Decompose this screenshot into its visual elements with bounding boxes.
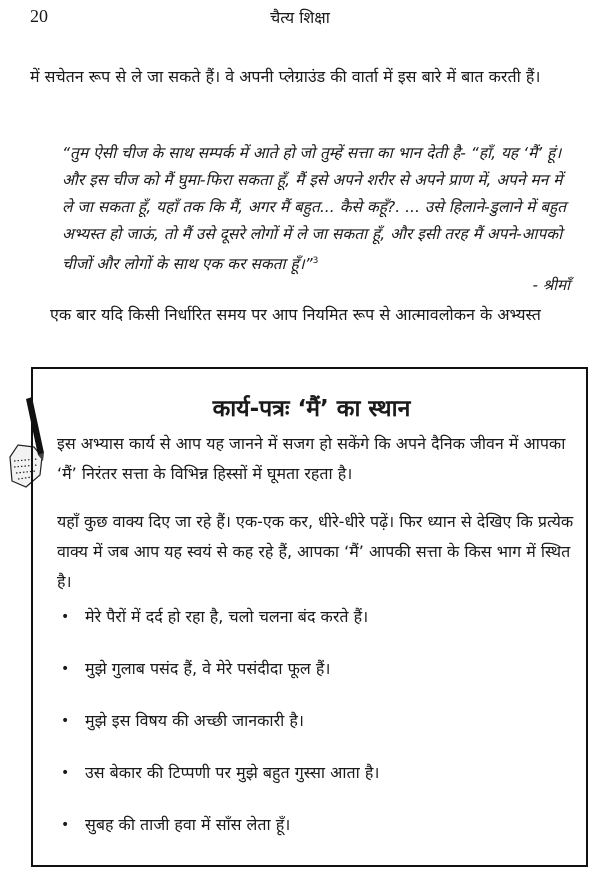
bullet-icon: • [61, 609, 70, 625]
list-item [53, 810, 573, 862]
statement-text: उस बेकार की टिप्पणी पर मुझे बहुत गुस्सा आता है। [85, 763, 380, 782]
bullet-icon: • [61, 713, 70, 729]
worksheet-box [31, 367, 588, 867]
statement-text: मुझे गुलाब पसंद हैं, वे मेरे पसंदीदा फूल हैं। [85, 659, 331, 678]
running-header: चैत्य शिक्षा [270, 8, 330, 27]
list-item [53, 758, 573, 810]
worksheet-intro: इस अभ्यास कार्य से आप यह जानने में सजग हो सकेंगे कि अपने दैनिक जीवन में आपका ‘मैं’ निरंतर सत्ता के विभिन्न हिस्सों में घूमता रहता है। [57, 434, 566, 483]
body-paragraph-2: एक बार यदि किसी निर्धारित समय पर आप नियमित रूप से आत्मावलोकन के अभ्यस्त [50, 305, 541, 324]
quote-text: “तुम ऐसी चीज के साथ सम्पर्क में आते हो जो तुम्हें सत्ता का भान देती है- “हाँ, यह ‘मैं’ हूं। और इस चीज को मैं घुमा-फिरा सकता हूँ, मैं इसे अपने शरीर से अपने प्राण में, अपने मन में ले जा सकता हूँ, यहाँ तक कि मैं, अगर मैं बहुत... कैसे कहूँ?. ... उसे हिलाने-डुलाने में बहुत अभ्यस्त हो जाऊं, तो मैं उसे दूसरे लोगों में ले जा सकता हूँ, और इसी तरह मैं अपने-आपको चीजों और लोगों के साथ एक कर सकता हूँ।” [62, 144, 567, 274]
page-number: 20 [30, 6, 48, 26]
bullet-icon: • [61, 661, 70, 677]
statement-text: मेरे पैरों में दर्द हो रहा है, चलो चलना बंद करते हैं। [85, 607, 369, 626]
worksheet-instructions: यहाँ कुछ वाक्य दिए जा रहे हैं। एक-एक कर, धीरे-धीरे पढ़ें। फिर ध्यान से देखिए कि प्रत्येक वाक्य में जब आप यह स्वयं से कह रहे हैं, आपका ‘मैं’ आपकी सत्ता के किस भाग में स्थित है। [57, 512, 574, 591]
statement-list [53, 602, 573, 862]
footnote-marker: 3 [312, 256, 319, 266]
bullet-icon: • [61, 765, 70, 781]
quote-attribution: - श्रीमाँ [532, 276, 570, 294]
list-item [53, 654, 573, 706]
list-item [53, 602, 573, 654]
statement-text: सुबह की ताजी हवा में साँस लेता हूँ। [85, 815, 291, 834]
worksheet-title: कार्य-पत्रः ‘मैं’ का स्थान [212, 396, 411, 422]
body-paragraph-1: में सचेतन रूप से ले जा सकते हैं। वे अपनी प्लेग्राउंड की वार्ता में इस बारे में बात करती हैं। [30, 67, 541, 86]
statement-text: मुझे इस विषय की अच्छी जानकारी है। [85, 711, 304, 730]
list-item [53, 706, 573, 758]
block-quote [62, 140, 574, 278]
bullet-icon: • [61, 817, 70, 833]
